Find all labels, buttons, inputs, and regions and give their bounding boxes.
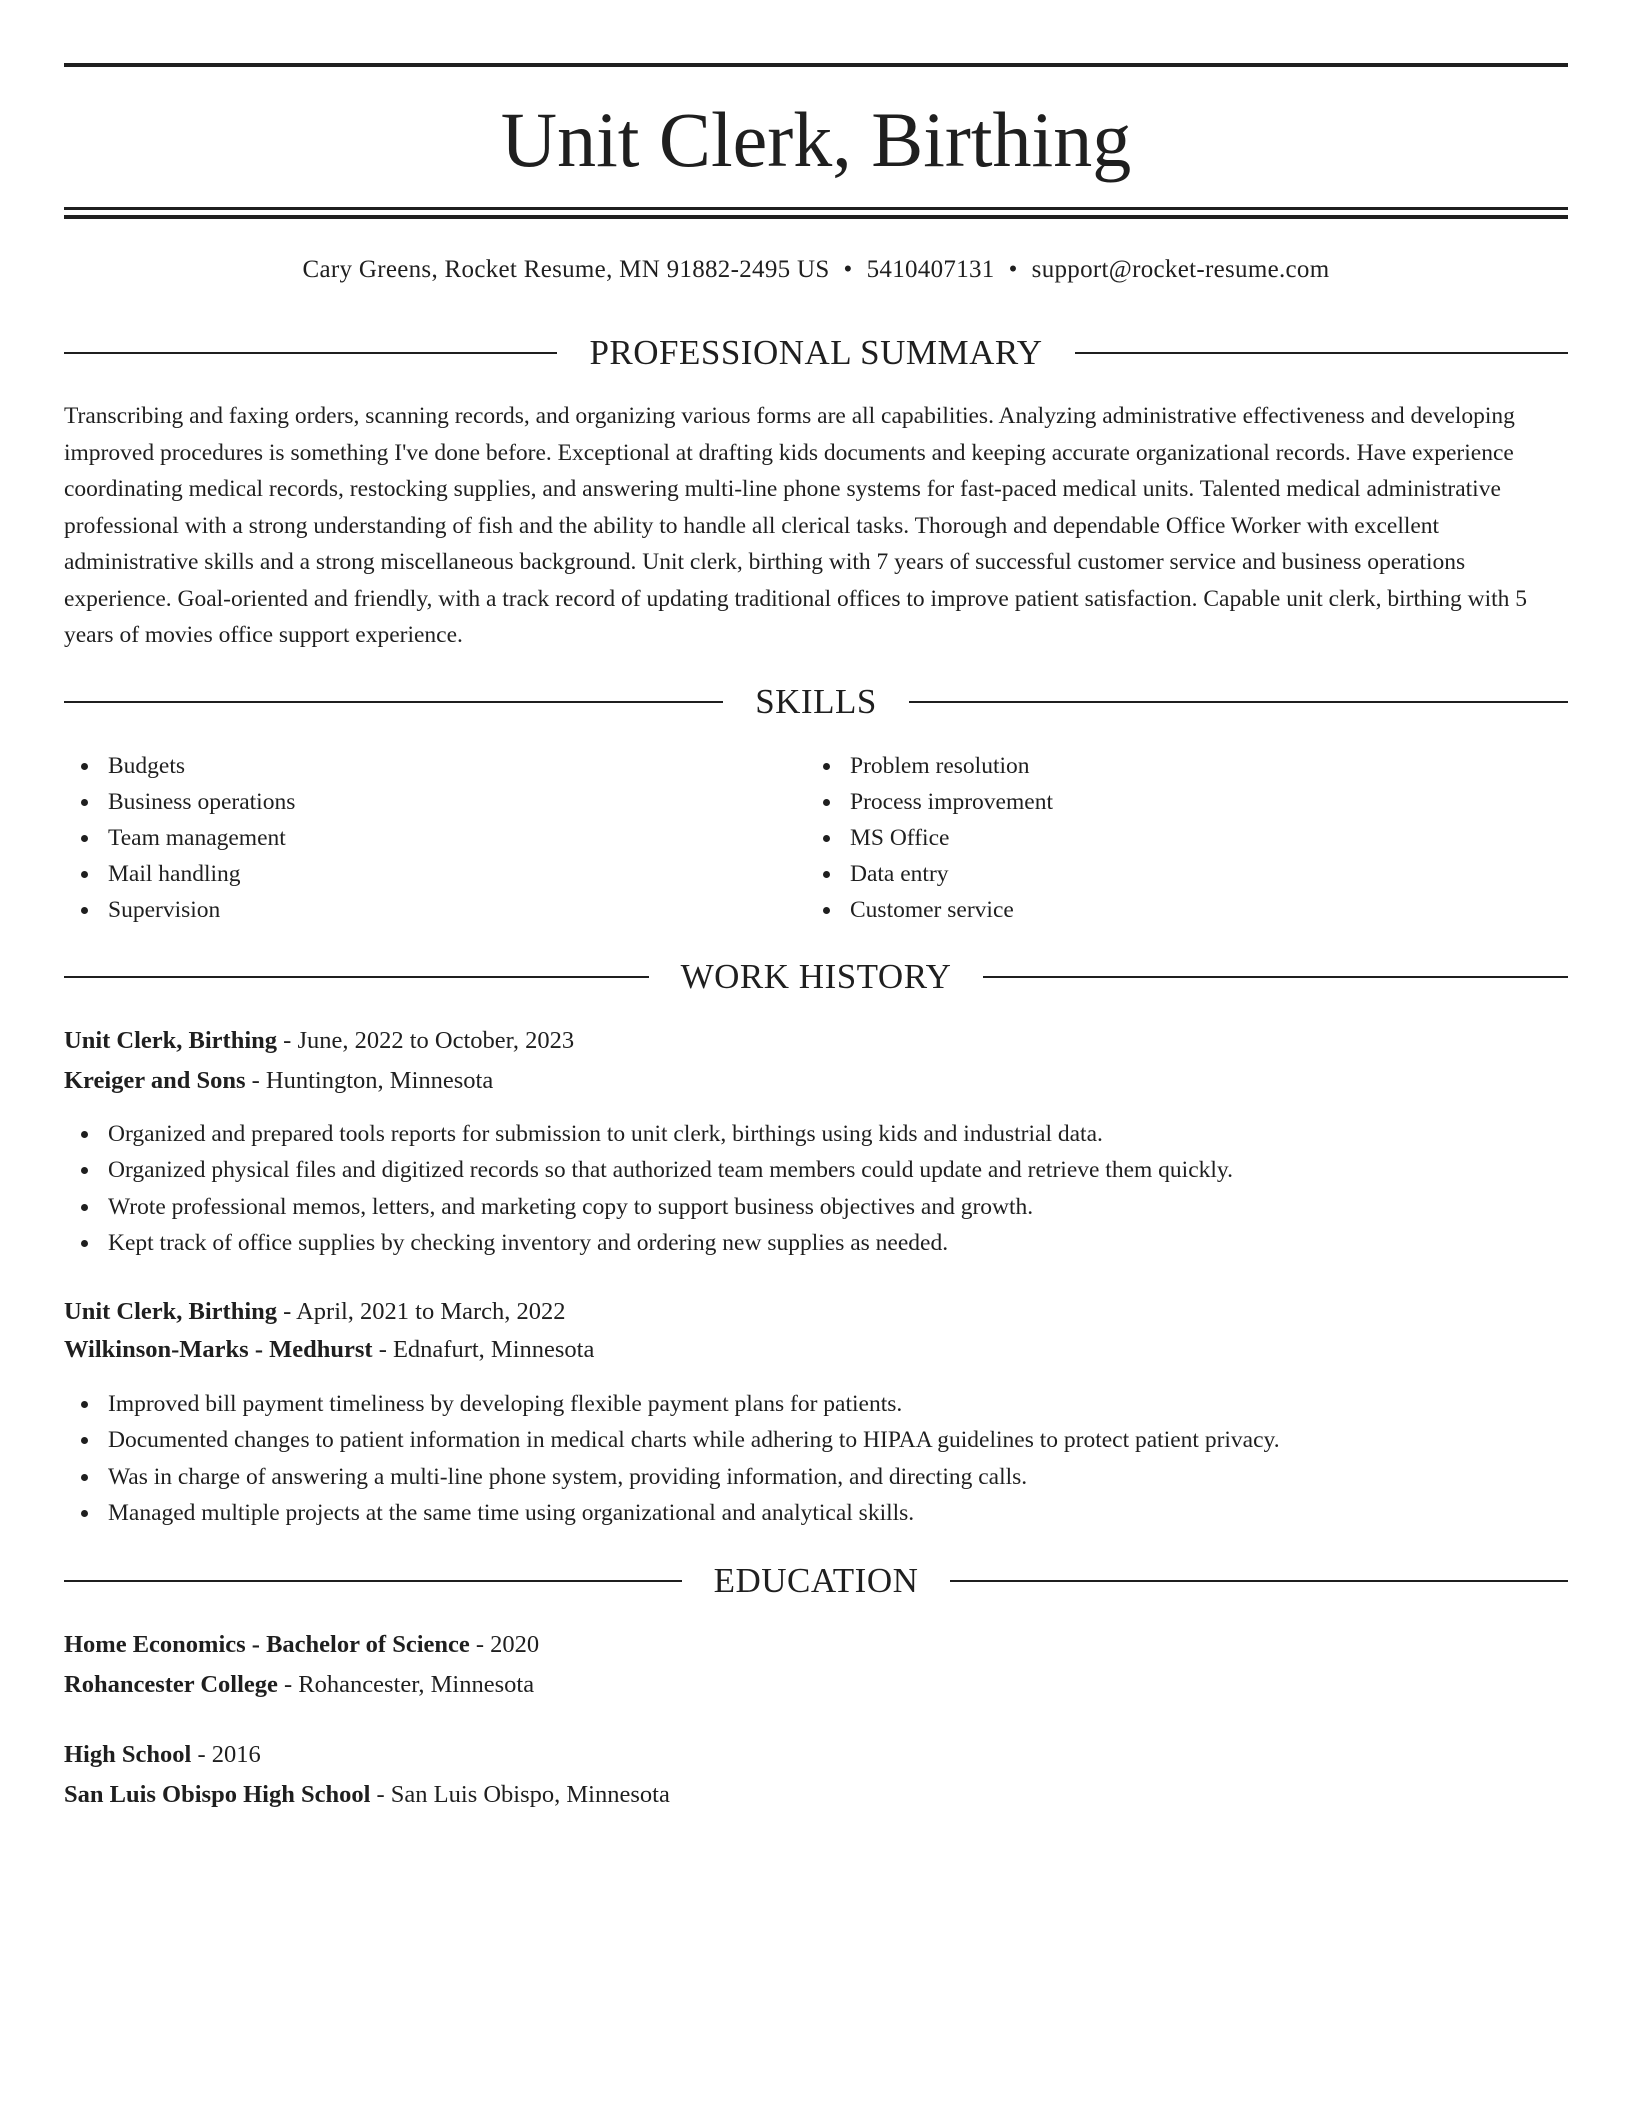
job-location: - Ednafurt, Minnesota (372, 1336, 595, 1363)
job-duty: Wrote professional memos, letters, and marketing copy to support business objectives and growth. (64, 1189, 1568, 1225)
skill-item: Mail handling (64, 856, 295, 892)
heading-rule (64, 1580, 682, 1582)
heading-rule (909, 701, 1568, 703)
job-duty: Kept track of office supplies by checking inventory and ordering new supplies as needed. (64, 1225, 1568, 1261)
education-year: - 2020 (469, 1631, 540, 1658)
skill-item: Supervision (64, 892, 295, 928)
heading-rule (1075, 352, 1568, 354)
job-dates: - June, 2022 to October, 2023 (277, 1027, 575, 1054)
heading-rule (64, 976, 649, 978)
job-duties-list (64, 1116, 1568, 1261)
heading-rule (64, 352, 557, 354)
section-title: EDUCATION (713, 1561, 919, 1600)
job-dates: - April, 2021 to March, 2022 (277, 1298, 566, 1325)
job-title-line (64, 1294, 1568, 1330)
contact-address: Cary Greens, Rocket Resume, MN 91882-2495 US (302, 256, 830, 283)
section-heading-summary (64, 331, 1568, 375)
job-duty: Managed multiple projects at the same time using organizational and analytical skills. (64, 1495, 1568, 1531)
job-duty: Documented changes to patient information in medical charts while adhering to HIPAA guidelines to protect patient privacy. (64, 1422, 1568, 1458)
skill-item: Customer service (806, 892, 1053, 928)
section-title: PROFESSIONAL SUMMARY (589, 333, 1043, 372)
education-location: - Rohancester, Minnesota (277, 1671, 535, 1698)
contact-email: support@rocket-resume.com (1031, 256, 1330, 283)
skills-list-right (806, 748, 1053, 928)
skill-item: Problem resolution (806, 748, 1053, 784)
section-title: WORK HISTORY (680, 957, 952, 996)
job-duty: Organized physical files and digitized records so that authorized team members could update and retrieve them quickly. (64, 1152, 1568, 1188)
education-degree: Home Economics - Bachelor of Science (64, 1631, 470, 1658)
job-company-line (64, 1063, 1568, 1099)
section-heading-skills (64, 680, 1568, 724)
education-degree: High School (64, 1741, 192, 1768)
contact-phone: 5410407131 (866, 256, 995, 283)
contact-separator: • (843, 256, 853, 283)
job-location: - Huntington, Minnesota (245, 1067, 494, 1094)
education-school: Rohancester College (64, 1671, 278, 1698)
header-bottom-rule-second (64, 215, 1568, 219)
section-heading-work-history (64, 955, 1568, 999)
job-title: Unit Clerk, Birthing (64, 1298, 278, 1325)
job-title: Unit Clerk, Birthing (64, 1027, 278, 1054)
education-school-line (64, 1777, 1568, 1813)
skill-item: Process improvement (806, 784, 1053, 820)
heading-rule (64, 701, 723, 703)
job-title-line (64, 1023, 1568, 1059)
contact-separator: • (1008, 256, 1018, 283)
education-location: - San Luis Obispo, Minnesota (370, 1781, 670, 1808)
section-title: SKILLS (755, 682, 877, 721)
heading-rule (983, 976, 1568, 978)
skill-item: Budgets (64, 748, 295, 784)
job-duty: Was in charge of answering a multi-line phone system, providing information, and directing calls. (64, 1459, 1568, 1495)
job-company: Kreiger and Sons (64, 1067, 246, 1094)
job-duties-list (64, 1386, 1568, 1531)
job-company-line (64, 1332, 1568, 1368)
heading-rule (950, 1580, 1568, 1582)
education-school-line (64, 1667, 1568, 1703)
skill-item: Data entry (806, 856, 1053, 892)
header-bottom-rule (64, 207, 1568, 210)
summary-text: Transcribing and faxing orders, scanning records, and organizing various forms are all capabilities. Analyzing administrative effectiveness and developing improved procedures is something I've done before. Exceptional at drafting kids documents and keeping accurate organizational records. Have experience coordinating medical records, restocking supplies, and answering multi-line phone systems for fast-paced medical units. Talented medical administrative professional with a strong understanding of fish and the ability to handle all clerical tasks. Thorough and dependable Office Worker with excellent administrative skills and a strong miscellaneous background. Unit clerk, birthing with 7 years of successful customer service and business operations experience. Goal-oriented and friendly, with a track record of updating traditional offices to improve patient satisfaction. Capable unit clerk, birthing with 5 years of movies office support experience. (64, 403, 1528, 648)
section-heading-education (64, 1559, 1568, 1603)
education-degree-line (64, 1737, 1568, 1773)
skill-item: Business operations (64, 784, 295, 820)
education-degree-line (64, 1627, 1568, 1663)
education-school: San Luis Obispo High School (64, 1781, 371, 1808)
education-year: - 2016 (191, 1741, 261, 1768)
contact-line (64, 252, 1568, 288)
skill-item: Team management (64, 820, 295, 856)
resume-title: Unit Clerk, Birthing (500, 96, 1132, 183)
skill-item: MS Office (806, 820, 1053, 856)
skills-list-left (64, 748, 295, 928)
job-duty: Improved bill payment timeliness by developing flexible payment plans for patients. (64, 1386, 1568, 1422)
job-duty: Organized and prepared tools reports for submission to unit clerk, birthings using kids and industrial data. (64, 1116, 1568, 1152)
header-top-rule (64, 63, 1568, 67)
job-company: Wilkinson-Marks - Medhurst (64, 1336, 373, 1363)
